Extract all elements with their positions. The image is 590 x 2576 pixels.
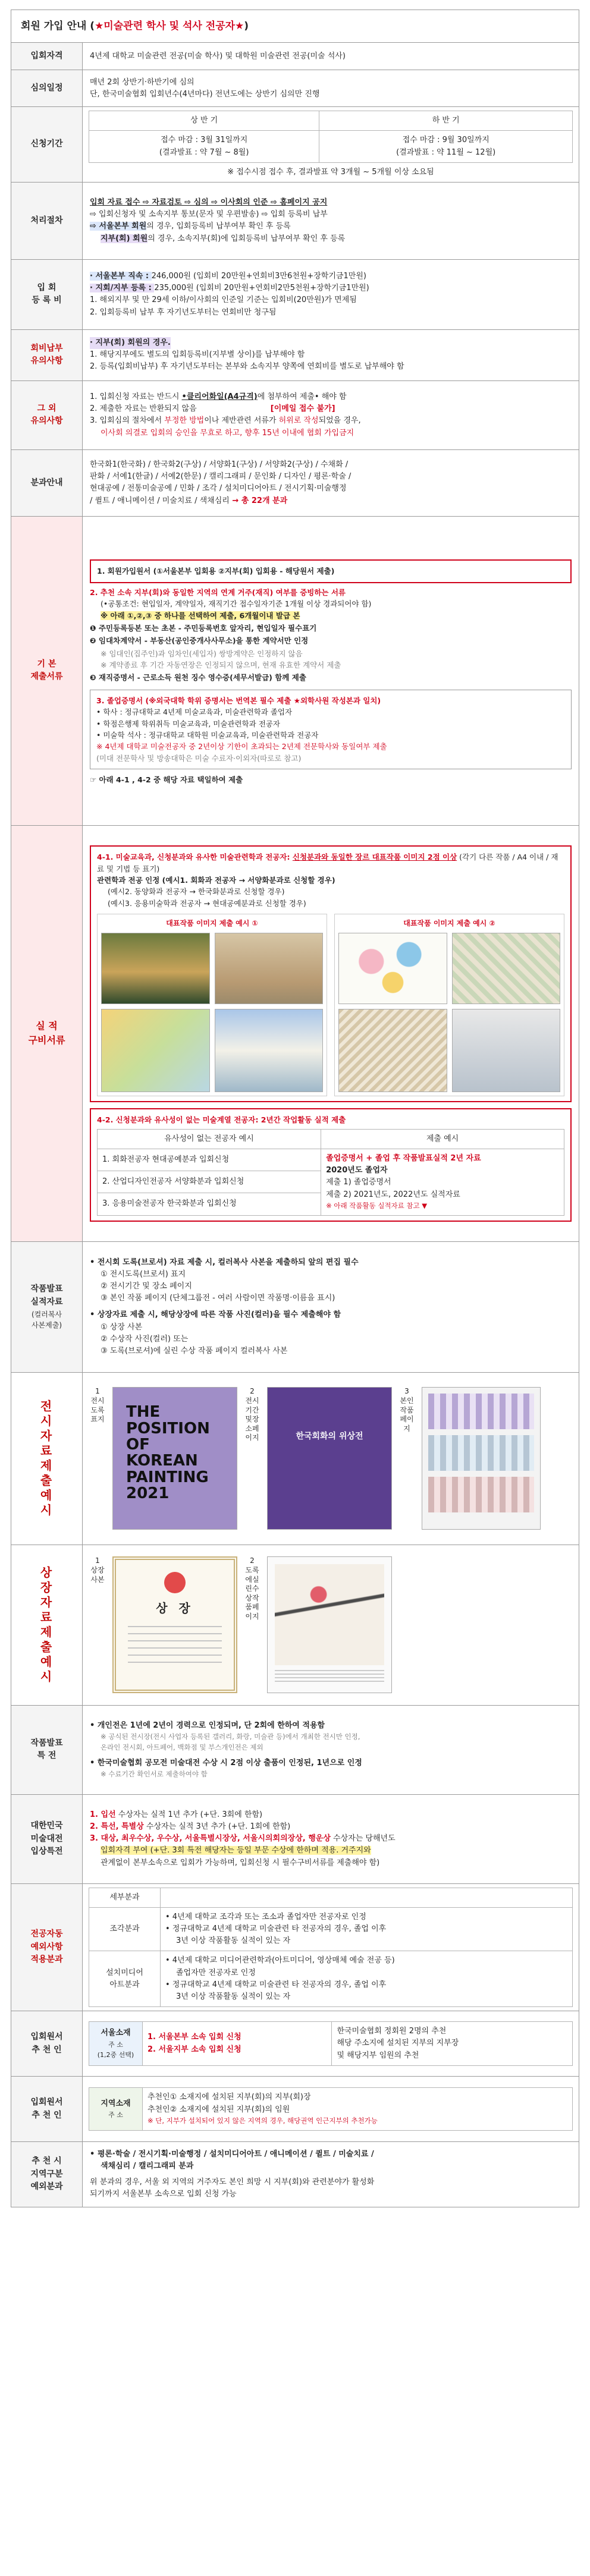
fee-l3: 1. 해외지부 및 만 29세 이하/이사회의 인준일 기준는 입회비(20만원)가 면제됨 — [90, 295, 357, 305]
regional-cell — [83, 2142, 579, 2207]
recommend-label: 입회원서 추 천 인 — [11, 2011, 83, 2077]
notes-l3e: 되었을 경우, — [318, 416, 361, 426]
special-r2-body — [161, 1951, 573, 2007]
portfolio-a1: ① 전시도록(브로셔) 표지 — [101, 1269, 186, 1279]
p41c: (각기 다른 작품 / A4 이내 / 재료 및 기법 등 표기) — [97, 853, 558, 873]
portfolio-b1: ① 상장 사본 — [101, 1322, 143, 1332]
notes-l3a: 3. 입회심의 절차에서 — [90, 416, 165, 426]
apply-table — [89, 111, 573, 162]
basic-d2: 2. 추천 소속 지부(회)와 동일한 지역의 연계 거주(재직) 여부를 증빙하는 서류 — [90, 587, 346, 597]
book1-e: PAINTING — [126, 1468, 209, 1486]
art-abstract-4 — [452, 1009, 561, 1092]
notes-l3d: 허위로 작성 — [278, 416, 319, 426]
award-hist-l2b: 수상자는 실적 3년 추가 (+단. 1회에 한함) — [143, 1822, 291, 1832]
award-emblem-icon — [164, 1572, 186, 1593]
award-c2: 2 도록에실린수상작품페이지 — [245, 1556, 259, 1621]
special-r2c: • 정규대학교 4년제 대학교 미술관련 타 전공자의 경우, 졸업 이후 — [165, 1980, 387, 1989]
exhibit-book2 — [267, 1387, 392, 1530]
notes-l2r: [이메일 접수 불가] — [270, 404, 335, 414]
p42-table — [97, 1129, 564, 1216]
recommend-b2: 주 소 — [108, 2111, 123, 2119]
apply-c1 — [89, 131, 319, 162]
branch-cell — [83, 329, 579, 380]
eligibility-text: 4년제 대학교 미술관련 전공(미술 학사) 및 대학원 미술관련 전공(미술 석사) — [83, 43, 579, 70]
award-hist-l1 — [90, 1809, 572, 1821]
p41-head — [97, 851, 564, 875]
basic-d3c: • 미술학 석사 : 정규대학교 대학원 미술교육과, 미술관련학과 전공자 — [96, 730, 319, 740]
notes-l1 — [90, 391, 572, 403]
recommend-b-t1: 추천인① 소재지에 설치된 지부(회)의 지부(회)장 — [148, 2093, 311, 2102]
fee-l1 — [90, 271, 572, 282]
special-r2d: 3년 이상 작품활동 실적이 있는 자 — [176, 1992, 291, 2001]
special-r1b: • 정규대학교 4년제 대학교 미술관련 타 전공자의 경우, 졸업 이후 — [165, 1924, 387, 1934]
award-hist-l1b: 수상자는 실적 1년 추가 (+단. 3회에 한함) — [115, 1810, 263, 1820]
exhibit-c2: 2 전시기간및장소페이지 — [245, 1387, 259, 1442]
basic-d3-box — [90, 690, 572, 769]
award-row — [90, 1556, 572, 1693]
fee-l4: 2. 입회등록비 납부 후 자기년도부터는 연회비만 청구됨 — [90, 307, 277, 317]
award-hist-l3b: 수상자는 당해년도 — [330, 1834, 396, 1844]
recommend-a-body — [143, 2022, 332, 2065]
portfolio-a: • 전시회 도록(브로셔) 자료 제출 시, 컬러복사 사본을 제출하되 앞의 편집 필수 — [90, 1257, 359, 1267]
award-hist-l2 — [90, 1821, 572, 1833]
notes-l1c: 에 첨부하여 제출• 해야 함 — [257, 392, 347, 402]
recommend-b-t3: ※ 단, 지부가 설치되어 있지 않은 지역의 경우, 해당권역 인근지부의 추천가능 — [148, 2116, 378, 2125]
basic-d2n: ※ 아래 ①,②,③ 중 하나를 선택하여 제출, 6개월이내 발급 본 — [101, 611, 300, 620]
notes-l2a: 2. 제출한 자료는 반환되지 않음 — [90, 404, 197, 414]
apply-c2b: (결과발표 : 약 11월 ~ 12월) — [396, 147, 496, 157]
categories-t4 — [90, 495, 572, 507]
apply-h2: 하 반 기 — [319, 111, 573, 131]
process-cell — [83, 182, 579, 259]
recommend-a: 서울소재 — [101, 2028, 131, 2038]
notes-l3c: 이나 제반관련 서류가 — [204, 416, 279, 426]
p42-h2: 제출 예시 — [321, 1130, 564, 1149]
p42-ex1: 졸업증명서 + 졸업 후 작품발표실적 2년 자료 — [326, 1154, 481, 1163]
award-hist-cell — [83, 1794, 579, 1883]
blur-block-2 — [428, 1435, 534, 1471]
special-r1-body — [161, 1908, 573, 1951]
regional-d: 되기까지 서울본부 소속으로 입회 신청 가능 — [90, 2189, 237, 2198]
apply-note: ※ 접수시점 접수 후, 결과발표 약 3개월 ~ 5개월 이상 소요됨 — [227, 167, 434, 177]
portfolio-sublabel: (컬러복사 사본제출) — [31, 1310, 62, 1330]
exhibit-c1: 1 전시도록표지 — [90, 1387, 105, 1424]
p41e: (예시2. 동양화과 전공자 → 한국화분과로 신청할 경우) — [108, 887, 285, 897]
p41d: 관련학과 전공 인정 (예시1. 회화과 전공자 → 서양화분과로 신청할 경우) — [97, 875, 335, 885]
art-abstract-3 — [338, 1009, 447, 1092]
process-s4b: 의 경우, 소속지부(회)에 입회등록비 납부여부 확인 후 등록 — [148, 234, 346, 243]
p42-ex5: ※ 아래 작품활동 실적자료 참고 ▼ — [326, 1201, 428, 1210]
apply-c2a: 접수 마감 : 9월 30일까지 — [402, 136, 489, 145]
book2-title: 한국회화의 위상전 — [296, 1432, 363, 1442]
example1 — [97, 914, 327, 1096]
special-r1: 조각분과 — [89, 1908, 161, 1951]
award-artwork-caption — [275, 1670, 384, 1682]
book1-f: 2021 — [126, 1484, 170, 1502]
book1-b: POSITION — [126, 1419, 210, 1438]
p42-r3: 3. 응용미술전공자 한국화분과 입회신청 — [98, 1193, 321, 1215]
process-s1: 입회 자료 접수 ⇨ 자료검토 ⇨ 심의 ⇨ 이사회의 인준 ⇨ 홈페이지 공지 — [90, 198, 328, 207]
basic-d3n2: (미대 전문학사 및 방송대학은 미술 수료자·이외자(따로로 참고) — [96, 753, 302, 763]
basic-sep: ☞ 아래 4-1 , 4-2 중 해당 자료 택일하여 제출 — [90, 775, 243, 785]
recommend-table-b — [89, 2087, 573, 2130]
categories-t4a: / 퀼트 / 애니메이션 / 미술치료 / 색채심리 — [90, 496, 230, 505]
fee-l2b: 235,000원 (입회비 20만원+연회비2만5천원+장학기금1만원) — [154, 284, 369, 293]
example2-grid — [338, 933, 560, 1092]
award-cert-title: 상 장 — [156, 1601, 194, 1616]
award-certificate — [112, 1556, 237, 1693]
basic-o2: ❷ 임대차계약서 - 부동산(공인중개사사무소)을 통한 계약서만 인정 — [90, 636, 309, 646]
p42-r2: 2. 산업디자인전공자 서양화분과 입회신청 — [98, 1171, 321, 1193]
recommend-cell-b — [83, 2077, 579, 2142]
apply-h1: 상 반 기 — [89, 111, 319, 131]
categories-t3: 현대공예 / 전통미술공예 / 민화 / 조각 / 설치미디어아트 / 전시기획·미술행정 — [90, 484, 347, 493]
p41f: (예시3. 응용미술학과 전공자 → 현대공예분과로 신청할 경우) — [108, 898, 306, 908]
special-r2a: • 4년제 대학교 미디어관련학과(아트미디어, 영상매체 예술 전공 등) — [165, 1956, 395, 1965]
fee-l1b: 246,000원 (입회비 20만원+연회비3만6천원+장학기금1만원) — [151, 272, 366, 281]
categories-t4b: → 총 22개 분과 — [229, 496, 288, 505]
recommend-a-r3: 및 해당지부 임원의 추천 — [337, 2050, 419, 2060]
criteria-b1: ※ 수료기간 확인서로 제출하여야 함 — [101, 1770, 208, 1779]
fee-l2 — [90, 282, 572, 294]
branch-l3: 2. 등록(입회비납부) 후 자기년도부터는 본부와 소속지부 양쪽에 연회비를 별도로 납부해야 함 — [90, 362, 404, 372]
regional-label: 추 천 시 지역구분 예외분과 — [11, 2142, 83, 2207]
special-r1c: 3년 이상 작품활동 실적이 있는 자 — [176, 1936, 291, 1946]
special-label: 전공자동 예외사항 적용분과 — [11, 1883, 83, 2011]
recommend-a-r: 한국미술협회 정회원 2명의 추천 — [337, 2027, 447, 2036]
award-artwork-page — [267, 1556, 392, 1693]
blur-block-1 — [428, 1394, 534, 1429]
branch-label: 회비납부 유의사항 — [11, 329, 83, 380]
categories-t2: 판화 / 서예1(한글) / 서예2(한문) / 캘리그래피 / 문인화 / 디자인 / 평론·학술 / — [90, 472, 352, 482]
p42-h1: 유사성이 없는 전공자 예시 — [98, 1130, 321, 1149]
example2 — [334, 914, 564, 1096]
real-cell — [83, 825, 579, 1241]
basic-d3n: ※ 4년제 대학교 미술전공자 중 2년이상 기한이 초과되는 2년제 전문학사와 동일여부 제출 — [96, 742, 387, 751]
portfolio-b2: ② 수상작 사진(컬러) 또는 — [101, 1334, 189, 1344]
recommend-a2: 주 소 (1,2중 선택) — [97, 2040, 134, 2059]
p42-example — [321, 1149, 564, 1215]
fee-cell — [83, 259, 579, 329]
recommend-a-right — [332, 2022, 573, 2065]
recommend-b-t2: 추천인② 소재지에 설치된 지부(회)의 임원 — [148, 2105, 290, 2114]
fee-label: 입 회 등 록 비 — [11, 259, 83, 329]
award-label: 상 장 자 료 제 출 예 시 — [11, 1545, 83, 1705]
special-cell — [83, 1883, 579, 2011]
award-hist-l3a: 3. 대상, 최우수상, 우수상, 서울특별시장상, 서울시의회의장상, 행운상 — [90, 1834, 331, 1844]
notes-l2 — [90, 403, 572, 415]
special-h2 — [161, 1888, 573, 1907]
criteria-a2: 온라인 전시회, 아트페어, 백화점 및 부스개인전은 제외 — [101, 1743, 263, 1751]
p42-ex3: 제출 1) 졸업증명서 — [326, 1178, 391, 1187]
basic-d2s: (•공통조건: 현입일자, 계약일자, 재직기간 접수일자기준 1개월 이상 경과되어야 함) — [101, 599, 372, 609]
notes-l1a: 1. 입회신청 자료는 반드시 — [90, 392, 182, 402]
title-accent: ★미술관련 학사 및 석사 전공자★ — [95, 20, 244, 32]
award-c1: 1 상장사본 — [90, 1556, 105, 1584]
art-flowers-2 — [215, 1009, 324, 1092]
branch-l1: · 지부(회) 회원의 경우. — [90, 337, 171, 349]
process-s4a: 지부(회) 회원 — [101, 234, 148, 243]
page-title — [11, 10, 579, 43]
p42-r1: 1. 회화전공자 현대공예분과 입회신청 — [98, 1149, 321, 1171]
blur-block-3 — [428, 1477, 534, 1512]
p42-box — [90, 1108, 572, 1222]
categories-t1: 한국화1(한국화) / 한국화2(구상) / 서양화1(구상) / 서양화2(구상) / 수채화 / — [90, 460, 349, 470]
exhibit-book1 — [112, 1387, 237, 1530]
special-r2b: 졸업자만 전공자로 인정 — [176, 1968, 256, 1977]
book1-c: OF — [126, 1436, 150, 1454]
apply-c1b: (결과발표 : 약 7월 ~ 8월) — [159, 147, 249, 157]
award-artwork — [275, 1564, 384, 1665]
award-hist-l2a: 2. 특선, 특별상 — [90, 1822, 144, 1832]
categories-cell — [83, 449, 579, 516]
notes-l1b: •클리어화일(A4규격) — [181, 392, 258, 402]
process-s3 — [90, 221, 572, 232]
portfolio-label-cell — [11, 1241, 83, 1372]
example2-caption: 대표작품 이미지 제출 예시 ② — [403, 919, 495, 928]
basic-label: 기 본 제출서류 — [11, 516, 83, 825]
recommend-regional — [89, 2088, 143, 2130]
process-label: 처리절차 — [11, 182, 83, 259]
p41a: 4-1. 미술교육과, 신청분과와 유사한 미술관련학과 전공자: — [97, 853, 293, 862]
award-hist-label: 대한민국 미술대전 입상특전 — [11, 1794, 83, 1883]
p41b: 신청분과와 동일한 장르 대표작품 이미지 2점 이상 — [292, 853, 457, 862]
basic-d3: 3. 졸업증명서 (※외국대학 학위 증명서는 번역본 필수 제출 ★외학사원 작성본과 일치) — [96, 696, 381, 705]
book1-a: THE — [126, 1403, 161, 1421]
apply-cell — [83, 107, 579, 183]
portfolio-a3: ③ 본인 작품 페이지 (단체그룹전 - 여러 사람이면 작품명·이름을 표시) — [101, 1294, 335, 1303]
review-line1: 매년 2회 상반기·하반기에 심의 — [90, 77, 194, 87]
recommend-b-body — [143, 2088, 573, 2130]
award-hist-l3c-text: 입회자격 부여 (+단. 3회 특전 해당자는 등일 부문 수상에 한하며 적용. 거주지와 — [101, 1846, 371, 1855]
portfolio-cell — [83, 1241, 579, 1372]
art-landscape-1 — [101, 933, 210, 1004]
regional-c: 위 분과의 경우, 서울 외 지역의 거주자도 본인 희망 시 지부(회)와 관련분야가 활성화 — [90, 2177, 375, 2187]
process-s3a: ⇨ 서울본부 회원 — [90, 222, 147, 231]
p42-ex2: 2020년도 졸업자 — [326, 1166, 388, 1175]
recommend-label2: 입회원서 추 천 인 — [11, 2077, 83, 2142]
recommend-a-t2: 2. 서울지부 소속 입회 신청 — [148, 2045, 241, 2054]
award-cell — [83, 1545, 579, 1705]
membership-guide-table — [11, 10, 579, 2207]
recommend-cell-a — [83, 2011, 579, 2077]
recommend-table-a — [89, 2021, 573, 2065]
recommend-seoul — [89, 2022, 143, 2065]
p42-ex4: 제출 2) 2021년도, 2022년도 실적자료 — [326, 1190, 460, 1199]
exhibit-label: 전 시 자 료 제 출 예 시 — [11, 1372, 83, 1545]
special-h: 세부분과 — [89, 1888, 161, 1907]
art-abstract-1 — [338, 933, 447, 1004]
book1-d: KOREAN — [126, 1452, 198, 1470]
review-label: 심의일정 — [11, 70, 83, 107]
criteria-b: • 한국미술협회 공모전 미술대전 수상 시 2점 이상 출품이 인정된, 1년으로 인정 — [90, 1759, 362, 1768]
recommend-a-t1: 1. 서울본부 소속 입회 신청 — [148, 2033, 241, 2042]
exhibit-page — [422, 1387, 541, 1530]
apply-c1a: 접수 마감 : 3월 31일까지 — [161, 136, 248, 145]
portfolio-b3: ③ 도록(브로셔)에 실린 수상 작품 페이지 컬러복사 사본 — [101, 1346, 288, 1355]
notes-label: 그 외 유의사항 — [11, 380, 83, 449]
basic-d1: 1. 회원가입원서 (①서울본부 입회용 ②지부(회) 입회용 - 해당원서 제출) — [97, 567, 335, 576]
special-r2: 설치미디어 아트분과 — [89, 1951, 161, 2007]
categories-label: 분과안내 — [11, 449, 83, 516]
basic-o1: ❶ 주민등록등본 또는 초본 - 주민등록번호 앞자리, 현입일자 필수표기 — [90, 623, 317, 633]
special-table — [89, 1888, 573, 2007]
art-abstract-2 — [452, 933, 561, 1004]
recommend-a-r2: 해당 주소지에 설치된 지부의 지부장 — [337, 2039, 459, 2048]
process-s2: ⇨ 입회신청자 및 소속지부 통보(문자 및 우편발송) ⇨ 입회 등록비 납부 — [90, 210, 328, 219]
recommend-b: 지역소재 — [101, 2099, 131, 2108]
criteria-a1: ※ 공식된 전시장(전시 사업자 등록된 갤러리, 화랑, 미술관 등)에서 개최한 전시만 인정, — [101, 1732, 360, 1741]
real-label: 실 적 구비서류 — [11, 825, 83, 1241]
example1-caption: 대표작품 이미지 제출 예시 ① — [166, 919, 258, 928]
portfolio-b: • 상장자료 제출 시, 해당상장에 따른 작품 사진(컬러)을 필수 제출해야 함 — [90, 1310, 341, 1320]
notes-l3b: 부정한 방법 — [164, 416, 205, 426]
fee-l2a: · 지회/지부 등록 : — [90, 284, 155, 293]
review-line2: 단, 한국미술협회 입회년수(4년마다) 전년도에는 상반기 심의만 진행 — [90, 89, 320, 99]
process-s4 — [90, 233, 572, 245]
notes-cell — [83, 380, 579, 449]
portfolio-a2: ② 전시기간 및 장소 페이지 — [101, 1282, 192, 1291]
fee-l1a: · 서울본부 직속 : — [90, 272, 152, 281]
criteria-label: 작품발표 특 전 — [11, 1705, 83, 1794]
basic-d3b: • 학점은행제 학위취득 미술교육과, 미술관련학과 전공자 — [96, 719, 280, 728]
art-landscape-2 — [215, 933, 324, 1004]
award-cert-text — [128, 1626, 222, 1668]
branch-l2: 1. 해당지부에도 별도의 입회등록비(지부별 상이)를 납부해야 함 — [90, 350, 305, 360]
basic-cell — [83, 516, 579, 825]
p41-box — [90, 845, 572, 1102]
title-prefix: 회원 가입 안내 ( — [21, 20, 95, 32]
regional-a: • 평론·학술 / 전시기획·미술행정 / 설치미디어아트 / 애니메이션 / 퀼트 / 미술치료 / — [90, 2150, 374, 2159]
special-r1a: • 4년제 대학교 조각과 또는 조소과 졸업자만 전공자로 인정 — [165, 1913, 366, 1922]
basic-o2b: ※ 계약종료 후 기간 자동연장은 인정되지 않으며, 현재 유효한 계약서 제출 — [101, 660, 341, 670]
award-hist-l1a: 1. 입선 — [90, 1810, 116, 1820]
award-hist-l3 — [90, 1833, 572, 1845]
regional-b: 색채심리 / 캘리그래피 분과 — [101, 2162, 194, 2171]
criteria-a: • 개인전은 1년에 2년이 경력으로 인정되며, 단 2회에 한하여 적용함 — [90, 1721, 325, 1730]
award-hist-l3c — [90, 1845, 572, 1857]
exhibit-cell — [83, 1372, 579, 1545]
basic-d1-box — [90, 559, 572, 583]
notes-l3f: 이사회 의결로 입회의 승인을 무효로 하고, 향후 15년 이내에 협회 가입금지 — [101, 428, 354, 438]
basic-d3a: • 학사 : 정규대학교 4년제 미술교육과, 미술관련학과 졸업자 — [96, 707, 293, 717]
p42: 4-2. 신청분과와 유사성이 없는 미술계열 전공자: 2년간 작업활동 실적 제출 — [97, 1115, 346, 1124]
art-flowers-1 — [101, 1009, 210, 1092]
title-suffix: ) — [244, 20, 249, 32]
process-s3b: 의 경우, 입회등록비 납부여부 확인 후 등록 — [146, 222, 291, 231]
basic-o3: ❸ 재직증명서 - 근로소득 원천 징수 영수증(세무서발급) 함께 제출 — [90, 673, 306, 682]
exhibit-row — [90, 1387, 572, 1530]
apply-label: 신청기간 — [11, 107, 83, 183]
review-cell — [83, 70, 579, 107]
award-hist-l3d: 관계없이 본부소속으로 입회가 가능하며, 입회신청 시 필수구비서류를 제출해야 함) — [101, 1858, 380, 1867]
notes-l3 — [90, 415, 572, 427]
example1-grid — [101, 933, 323, 1092]
portfolio-label: 작품발표 실적자료 — [30, 1284, 63, 1307]
example-gallery — [97, 914, 564, 1096]
exhibit-c3: 3 본인작품페이지 — [400, 1387, 414, 1433]
apply-c2 — [319, 131, 573, 162]
criteria-cell — [83, 1705, 579, 1794]
eligibility-label: 입회자격 — [11, 43, 83, 70]
basic-o2a: ※ 임대인(집주인)과 임차인(세입자) 쌍방계약은 인정하지 않음 — [101, 649, 303, 658]
